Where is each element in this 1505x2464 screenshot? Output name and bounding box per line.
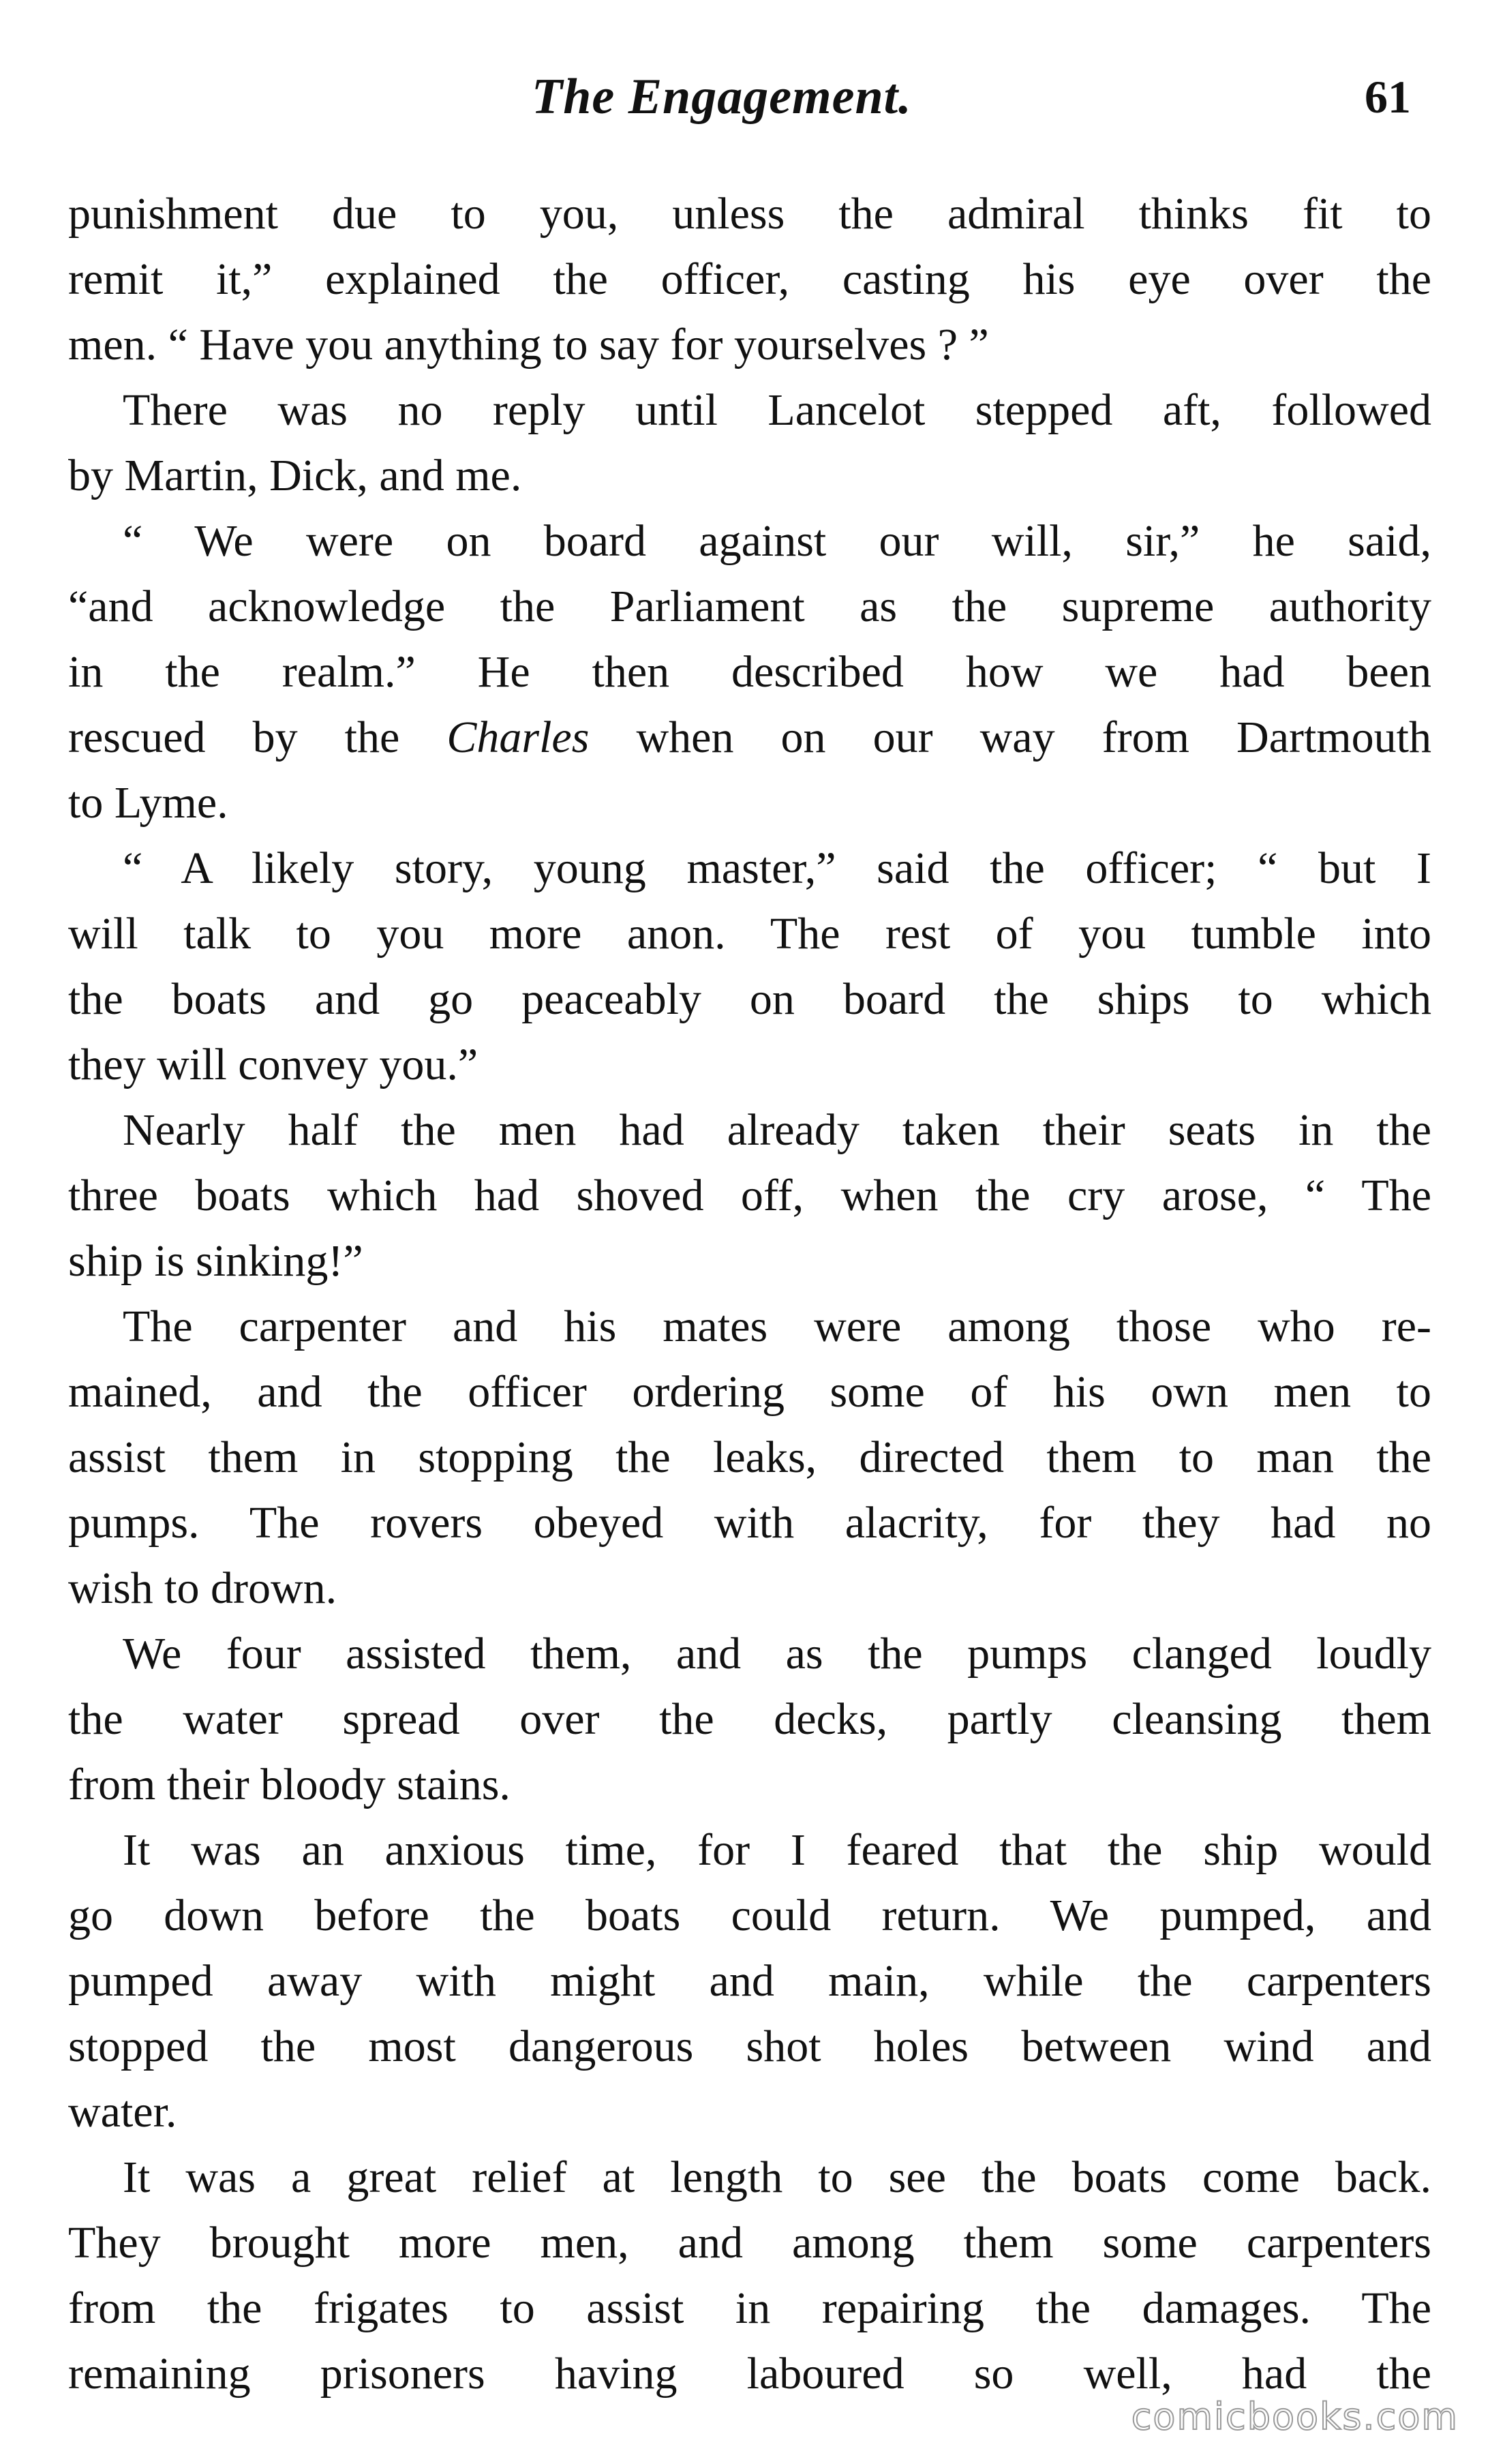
text-line: “and acknowledge the Parliament as the supreme authority	[68, 582, 1431, 631]
text-line: pumps. The rovers obeyed with alacrity, for they had no	[68, 1498, 1431, 1548]
text-line: remit it,” explained the officer, casting his eye over the	[68, 254, 1431, 304]
text-line: They brought more men, and among them some carpenters	[68, 2218, 1431, 2268]
text-line: ship is sinking!”	[68, 1236, 363, 1286]
text-line: We four assisted them, and as the pumps clanged loudly	[123, 1629, 1431, 1679]
text-line: assist them in stopping the leaks, directed them to man the	[68, 1432, 1431, 1482]
body-text	[68, 181, 1431, 2407]
text-line: from the frigates to assist in repairing the damages. The	[68, 2283, 1431, 2333]
page-number: 61	[1365, 71, 1411, 123]
watermark-logo: comicbooks.com	[1131, 2395, 1459, 2438]
text-line: mained, and the officer ordering some of his own men to	[68, 1367, 1431, 1417]
text-line: wish to drown.	[68, 1563, 337, 1613]
text-line: three boats which had shoved off, when the cry arose, “ The	[68, 1171, 1431, 1220]
text-line: remaining prisoners having laboured so well, had the	[68, 2349, 1431, 2399]
text-line: It was a great relief at length to see the boats come back.	[123, 2152, 1431, 2202]
running-title: The Engagement.	[532, 69, 912, 125]
text-line: from their bloody stains.	[68, 1760, 511, 1809]
text-segment: rescued by the	[68, 712, 447, 762]
text-line: stopped the most dangerous shot holes between wind and	[68, 2022, 1431, 2071]
text-segment: when on our way from Dartmouth	[589, 712, 1431, 762]
text-line: Nearly half the men had already taken their seats in the	[123, 1105, 1431, 1155]
text-line: punishment due to you, unless the admiral thinks fit to	[68, 189, 1431, 239]
text-line: go down before the boats could return. We pumped, and	[68, 1891, 1431, 1940]
text-line: It was an anxious time, for I feared that the ship would	[123, 1825, 1431, 1875]
text-line: pumped away with might and main, while the carpenters	[68, 1956, 1431, 2006]
ship-name-italic: Charles	[446, 712, 590, 762]
text-line: “ We were on board against our will, sir,” he said,	[123, 516, 1431, 566]
text-line: The carpenter and his mates were among those who re-	[123, 1302, 1431, 1351]
text-line: in the realm.” He then described how we had been	[68, 647, 1431, 697]
text-line: will talk to you more anon. The rest of you tumble into	[68, 909, 1431, 959]
text-line: they will convey you.”	[68, 1040, 478, 1090]
text-line: the water spread over the decks, partly cleansing them	[68, 1694, 1431, 1744]
text-line: by Martin, Dick, and me.	[68, 451, 522, 500]
text-line: There was no reply until Lancelot stepped aft, followed	[123, 385, 1431, 435]
text-line: men. “ Have you anything to say for yourselves ? ”	[68, 320, 989, 370]
text-line: water.	[68, 2087, 177, 2137]
text-line	[68, 705, 1431, 770]
page-header	[0, 63, 1505, 138]
text-line: the boats and go peaceably on board the ships to which	[68, 974, 1431, 1024]
text-line: to Lyme.	[68, 778, 228, 828]
text-line: “ A likely story, young master,” said the officer; “ but I	[123, 843, 1431, 893]
